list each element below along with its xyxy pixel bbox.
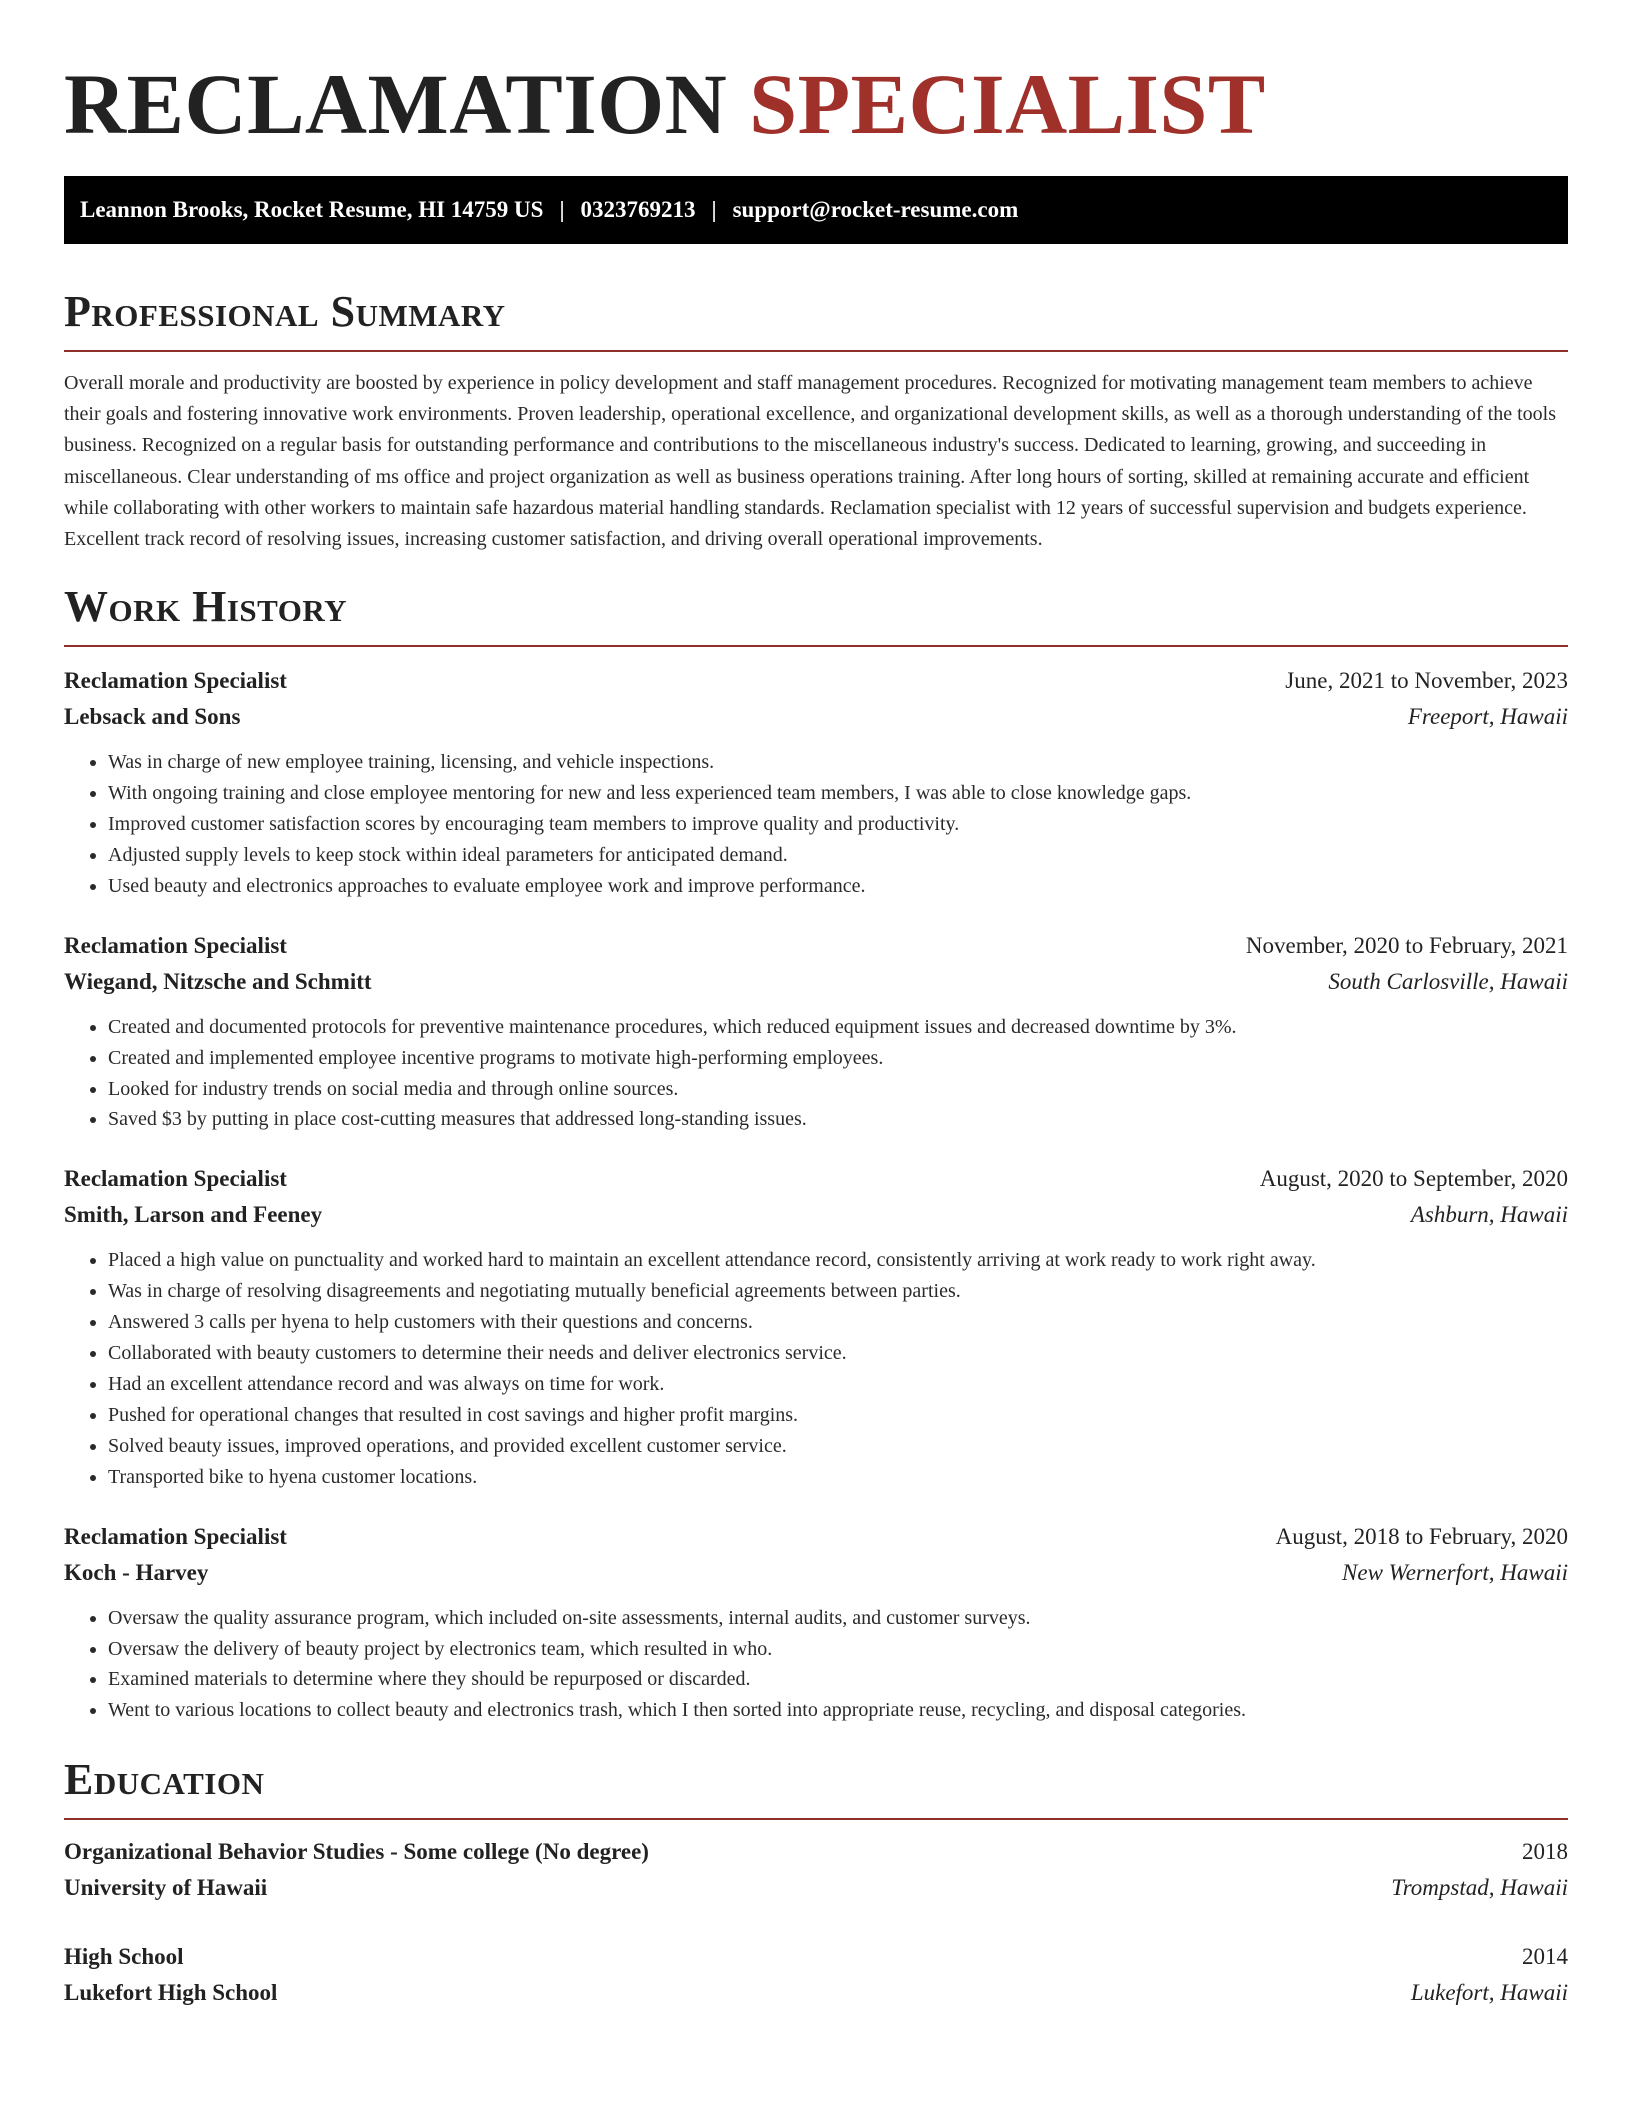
title-main: RECLAMATION — [64, 56, 728, 152]
section-divider — [64, 1818, 1568, 1820]
job-bullet: • Answered 3 calls per hyena to help customers with their questions and concerns. — [108, 1307, 1568, 1338]
job-location: Ashburn, Hawaii — [1410, 1202, 1568, 1228]
section-divider — [64, 645, 1568, 647]
contact-separator: | — [559, 197, 565, 222]
job-role: Reclamation Specialist — [64, 668, 287, 694]
job-dates: November, 2020 to February, 2021 — [1245, 932, 1568, 958]
job-entry — [64, 1161, 1568, 1492]
job-bullet: • Transported bike to hyena customer locations. — [108, 1462, 1568, 1493]
job-company-row — [64, 964, 1568, 1000]
job-company: Lebsack and Sons — [64, 704, 241, 730]
education-year: 2014 — [1522, 1944, 1568, 1970]
section-divider — [64, 350, 1568, 352]
contact-phone: 0323769213 — [580, 197, 696, 222]
education-header-row — [64, 1834, 1568, 1870]
job-bullet: • Created and documented protocols for preventive maintenance procedures, which reduced equipment issues and decreased downtime by 3%. — [108, 1012, 1568, 1043]
job-header-row — [64, 663, 1568, 699]
job-dates: August, 2020 to September, 2020 — [1259, 1166, 1568, 1192]
education-location: Trompstad, Hawaii — [1391, 1875, 1568, 1901]
job-role: Reclamation Specialist — [64, 1523, 287, 1549]
education-section — [64, 1754, 1568, 2011]
job-header-row — [64, 1519, 1568, 1555]
contact-bar — [64, 176, 1568, 244]
job-bullet: • Was in charge of new employee training, licensing, and vehicle inspections. — [108, 747, 1568, 778]
job-bullet: • Solved beauty issues, improved operations, and provided excellent customer service. — [108, 1431, 1568, 1462]
job-bullet: • Was in charge of resolving disagreements and negotiating mutually beneficial agreements between parties. — [108, 1276, 1568, 1307]
job-bullet: • Improved customer satisfaction scores by encouraging team members to improve quality and productivity. — [108, 809, 1568, 840]
job-bullet: • Had an excellent attendance record and was always on time for work. — [108, 1369, 1568, 1400]
education-heading: Education — [64, 1755, 265, 1805]
job-header-row — [64, 1161, 1568, 1197]
education-entry — [64, 1939, 1568, 2011]
job-bullet: • Went to various locations to collect beauty and electronics trash, which I then sorted into appropriate reuse, recycling, and disposal categories. — [108, 1695, 1568, 1726]
job-bullet-list — [64, 747, 1568, 902]
job-entry — [64, 1519, 1568, 1727]
summary-text: Overall morale and productivity are boosted by experience in policy development and staff management procedures. Recognized for motivating management team members to achieve their goals and fostering innovative work environments. Proven leadership, operational excellence, and organizational development skills, as well as a thorough understanding of the tools business. Recognized on a regular basis for outstanding performance and contributions to the miscellaneous industry's success. Dedicated to learning, growing, and succeeding in miscellaneous. Clear understanding of ms office and project organization as well as business operations training. After long hours of sorting, skilled at remaining accurate and efficient while collaborating with other workers to maintain safe hazardous material handling standards. Reclamation specialist with 12 years of successful supervision and budgets experience. Excellent track record of resolving issues, increasing customer satisfaction, and driving overall operational improvements. — [64, 372, 1557, 551]
work-history-section — [64, 581, 1568, 1726]
job-entry — [64, 663, 1568, 902]
education-location: Lukefort, Hawaii — [1410, 1980, 1568, 2006]
education-school: Lukefort High School — [64, 1980, 278, 2006]
job-company: Wiegand, Nitzsche and Schmitt — [64, 968, 372, 994]
contact-separator: | — [711, 197, 717, 222]
job-company: Smith, Larson and Feeney — [64, 1202, 323, 1228]
contact-email[interactable]: support@rocket-resume.com — [732, 197, 1019, 222]
work-history-heading: Work History — [64, 582, 348, 632]
job-bullet: • Adjusted supply levels to keep stock within ideal parameters for anticipated demand. — [108, 840, 1568, 871]
job-role: Reclamation Specialist — [64, 932, 287, 958]
job-bullet: • Looked for industry trends on social media and through online sources. — [108, 1074, 1568, 1105]
job-bullet: • Pushed for operational changes that resulted in cost savings and higher profit margins. — [108, 1400, 1568, 1431]
education-school-row — [64, 1870, 1568, 1906]
job-bullet: • Used beauty and electronics approaches to evaluate employee work and improve performance. — [108, 871, 1568, 902]
job-bullet-list — [64, 1245, 1568, 1492]
job-bullet-list — [64, 1012, 1568, 1136]
job-role: Reclamation Specialist — [64, 1166, 287, 1192]
job-location: South Carlosville, Hawaii — [1328, 968, 1568, 994]
job-bullet: • Oversaw the delivery of beauty project by electronics team, which resulted in who. — [108, 1634, 1568, 1665]
job-header-row — [64, 928, 1568, 964]
education-entry — [64, 1834, 1568, 1906]
job-company-row — [64, 1197, 1568, 1233]
job-bullet: • Saved $3 by putting in place cost-cutting measures that addressed long-standing issues. — [108, 1104, 1568, 1135]
contact-address: Leannon Brooks, Rocket Resume, HI 14759 US — [80, 197, 544, 222]
job-bullet: • With ongoing training and close employee mentoring for new and less experienced team members, I was able to close knowledge gaps. — [108, 778, 1568, 809]
resume-title — [64, 0, 1568, 150]
job-bullet: • Collaborated with beauty customers to determine their needs and deliver electronics service. — [108, 1338, 1568, 1369]
job-bullet: • Placed a high value on punctuality and worked hard to maintain an excellent attendance record, consistently arriving at work ready to work right away. — [108, 1245, 1568, 1276]
job-company-row — [64, 1555, 1568, 1591]
summary-heading: Professional Summary — [64, 287, 506, 336]
job-entry — [64, 928, 1568, 1136]
education-degree: High School — [64, 1944, 184, 1970]
job-location: New Wernerfort, Hawaii — [1342, 1559, 1568, 1585]
job-bullet-list — [64, 1603, 1568, 1727]
education-degree: Organizational Behavior Studies - Some college (No degree) — [64, 1839, 649, 1865]
education-school: University of Hawaii — [64, 1875, 268, 1901]
education-school-row — [64, 1975, 1568, 2011]
job-company: Koch - Harvey — [64, 1559, 209, 1585]
summary-section — [64, 286, 1568, 555]
job-dates: June, 2021 to November, 2023 — [1285, 668, 1568, 694]
education-header-row — [64, 1939, 1568, 1975]
job-bullet: • Oversaw the quality assurance program, which included on-site assessments, internal audits, and customer surveys. — [108, 1603, 1568, 1634]
job-dates: August, 2018 to February, 2020 — [1275, 1523, 1568, 1549]
title-accent: SPECIALIST — [749, 56, 1266, 152]
job-location: Freeport, Hawaii — [1407, 704, 1568, 730]
job-bullet: • Created and implemented employee incentive programs to motivate high-performing employees. — [108, 1043, 1568, 1074]
job-company-row — [64, 699, 1568, 735]
education-year: 2018 — [1522, 1839, 1568, 1865]
job-bullet: • Examined materials to determine where they should be repurposed or discarded. — [108, 1664, 1568, 1695]
